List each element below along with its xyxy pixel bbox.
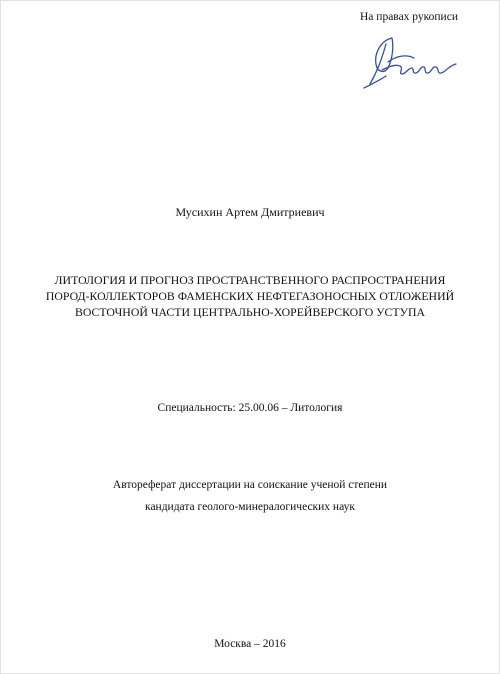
abstract-line: кандидата геолого-минералогических наук (145, 501, 355, 513)
rights-note: На правах рукописи (360, 11, 458, 23)
dissertation-title (30, 272, 470, 320)
abstract-statement (0, 474, 500, 518)
city-year: Москва – 2016 (214, 638, 286, 650)
abstract-line: Автореферат диссертации на соискание ученой степени (112, 479, 388, 491)
title-line: ПОРОД-КОЛЛЕКТОРОВ ФАМЕНСКИХ НЕФТЕГАЗОНОСНЫХ ОТЛОЖЕНИЙ (45, 289, 455, 303)
title-line: ВОСТОЧНОЙ ЧАСТИ ЦЕНТРАЛЬНО-ХОРЕЙВЕРСКОГО УСТУПА (74, 305, 426, 319)
specialty: Специальность: 25.00.06 – Литология (157, 402, 343, 414)
signature-image (362, 30, 460, 92)
title-line: ЛИТОЛОГИЯ И ПРОГНОЗ ПРОСТРАНСТВЕННОГО РАСПРОСТРАНЕНИЯ (54, 273, 446, 287)
author-name: Мусихин Артем Дмитриевич (175, 205, 325, 219)
